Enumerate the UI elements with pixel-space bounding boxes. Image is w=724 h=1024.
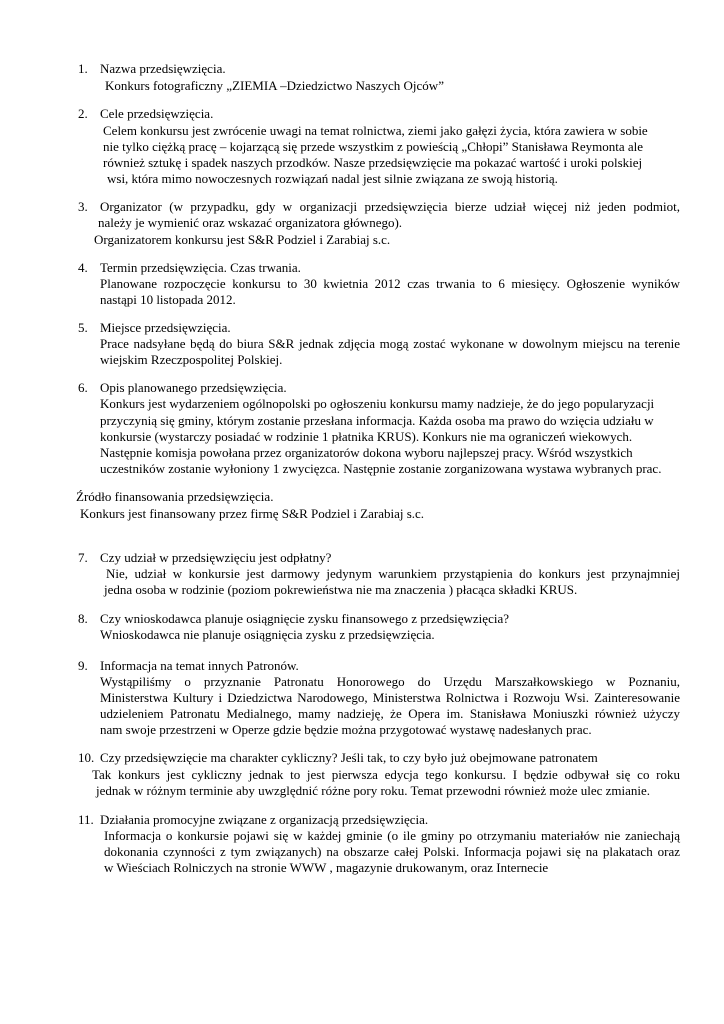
item-text: uczestników zostanie wyłoniony 1 zwycięzca. Następnie zostanie zorganizowana wystawa wybranych prac. [100,461,662,476]
item-text: nie tylko ciężką pracę – kojarzącą się przede wszystkim z powieścią „Chłopi” Stanisława Reymonta ale [103,139,644,154]
item-heading: Opis planowanego przedsięwzięcia. [100,380,287,395]
item-text: Ministerstwa Kultury i Dziedzictwa Narodowego, Ministerstwa Rolnictwa i Rozwoju Wsi. Zainteresowanie [100,690,680,705]
item-number: 4. [78,260,88,275]
item-text: nastąpi 10 listopada 2012. [100,292,236,307]
item-text: Celem konkursu jest zwrócenie uwagi na temat rolnictwa, ziemi jako gałęzi życia, która zawiera w sobie [103,123,648,138]
item-text: Wnioskodawca nie planuje osiągnięcia zysku z przedsięwzięcia. [100,627,435,642]
item-text: Prace nadsyłane będą do biura S&R jednak zdjęcia mogą zostać wykonane w dowolnym miejscu na terenie [100,336,680,351]
item-text: jednak w różnym terminie aby uwzględnić różne pory roku. Temat przewodni również może ulec zmianie. [96,783,651,798]
item-number: 5. [78,320,88,335]
item-text: również sztukę i spadek naszych przodków. Nasze przedsięwzięcie ma pokazać wartość i uroki polskiej [103,155,643,170]
item-heading: Nazwa przedsięwzięcia. [100,61,226,76]
item-text: Konkurs fotograficzny „ZIEMIA –Dziedzictwo Naszych Ojców” [105,78,444,93]
item-text: jedna osoba w rodzinie (poziom pokrewieństwa nie ma znaczenia ) płacąca składki KRUS. [104,582,578,597]
item-text: Tak konkurs jest cykliczny jednak to jest pierwsza edycja tego konkursu. I będzie odbywał się co roku [92,767,680,782]
item-heading: Działania promocyjne związane z organizacją przedsięwzięcia. [100,812,429,827]
item-heading: Czy wnioskodawca planuje osiągnięcie zysku finansowego z przedsięwzięcia? [100,611,509,626]
item-number: 6. [78,380,88,395]
item-text: należy je wymienić oraz wskazać organizatora głównego). [98,215,403,230]
item-text: Informacja o konkursie pojawi się w każdej gminie (o ile gminy po otrzymaniu materiałów nie zaniechają [104,828,680,843]
item-text: wsi, która mimo nowoczesnych rozwiązań nadal jest silnie związana ze swoją historią. [107,171,558,186]
item-number: 7. [78,550,88,565]
item-number: 1. [78,61,88,76]
item-number: 3. [78,199,88,214]
item-text: Nie, udział w konkursie jest darmowy jedynym warunkiem przystąpienia do konkurs jest przynajmniej [106,566,680,581]
item-text: wiejskim Rzeczpospolitej Polskiej. [100,352,283,367]
item-text: przyczynią się gminy, którym zostanie przesłana informacja. Każda osoba ma prawo do wzięcia udziału w [100,413,654,428]
item-text: Następnie komisja powołana przez organizatorów dokona wyboru najlepszej pracy. Wśród wszystkich [100,445,633,460]
item-text: Konkurs jest wydarzeniem ogólnopolski po ogłoszeniu konkursu mamy nadzieje, że do jego popularyzacji [100,396,655,411]
item-number: 10. [78,750,95,765]
item-text: konkursie (wystarczy posiadać w rodzinie 1 płatnika KRUS). Konkurs nie ma ograniczeń wiekowych. [100,429,633,444]
item-heading: Czy udział w przedsięwzięciu jest odpłatny? [100,550,332,565]
item-number: 11. [78,812,94,827]
item-heading: Miejsce przedsięwzięcia. [100,320,231,335]
item-text: udzieleniem Patronatu Medialnego, mamy nadzieję, że Opera im. Stanisława Moniuszki również użyczy [100,706,680,721]
item-heading: Czy przedsięwzięcie ma charakter cykliczny? Jeśli tak, to czy było już obejmowane patronatem [100,750,598,765]
item-heading: Cele przedsięwzięcia. [100,106,214,121]
item-number: 2. [78,106,88,121]
item-heading: Organizator (w przypadku, gdy w organizacji przedsięwzięcia bierze udział więcej niż jeden podmiot, [100,199,680,214]
item-text: Planowane rozpoczęcie konkursu to 30 kwietnia 2012 czas trwania to 6 miesięcy. Ogłoszenie wyników [100,276,680,291]
item-text: dokonania czynności z tym związanych) na obszarze całej Polski. Informacja pojawi się na plakatach oraz [104,844,680,859]
item-text: Wystąpiliśmy o przyznanie Patronatu Honorowego do Urzędu Marszałkowskiego w Poznaniu, [100,674,680,689]
item-heading: Termin przedsięwzięcia. Czas trwania. [100,260,301,275]
item-heading: Informacja na temat innych Patronów. [100,658,299,673]
item-text: w Wieściach Rolniczych na stronie WWW , magazynie drukowanym, oraz Internecie [104,860,549,875]
item-text: nam swoje przestrzeni w Operze gdzie będzie można przygotować wystawę nadesłanych prac. [100,722,592,737]
funding-heading: Źródło finansowania przedsięwzięcia. [76,489,274,504]
item-text: Organizatorem konkursu jest S&R Podziel i Zarabiaj s.c. [94,232,391,247]
item-number: 9. [78,658,88,673]
funding-text: Konkurs jest finansowany przez firmę S&R Podziel i Zarabiaj s.c. [80,506,425,521]
item-number: 8. [78,611,88,626]
